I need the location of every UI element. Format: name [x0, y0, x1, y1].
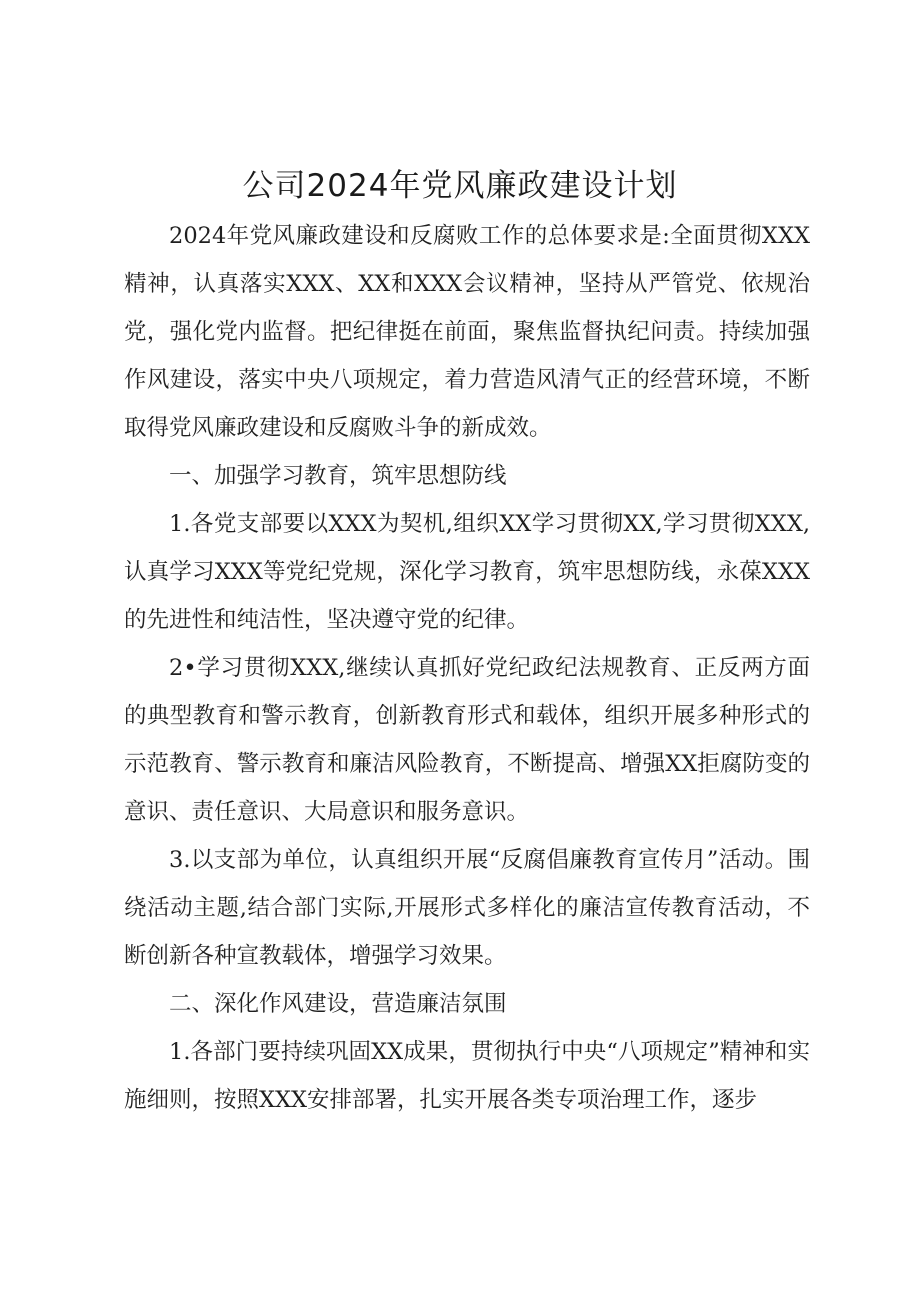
document-body: [124, 212, 810, 1124]
section-2-item-1: 1.各部门要持续巩固XX成果，贯彻执行中央“八项规定”精神和实施细则，按照XXX安排部署，扎实开展各类专项治理工作，逐步: [124, 1039, 810, 1113]
section-heading-1: 一、加强学习教育，筑牢思想防线: [169, 463, 507, 489]
section-1-item-2: 2•学习贯彻XXX,继续认真抓好党纪政纪法规教育、正反两方面的典型教育和警示教育，创新教育形式和载体，组织开展多种形式的示范教育、警示教育和廉洁风险教育，不断提高、增强XX拒腐防变的意识、责任意识、大局意识和服务意识。: [124, 655, 810, 825]
intro-paragraph: 2024年党风廉政建设和反腐败工作的总体要求是:全面贯彻XXX精神，认真落实XXX、XX和XXX会议精神，坚持从严管党、依规治党，强化党内监督。把纪律挺在前面，聚焦监督执纪问责。持续加强作风建设，落实中央八项规定，着力营造风清气正的经营环境，不断取得党风廉政建设和反腐败斗争的新成效。: [124, 223, 810, 441]
section-1-item-3: 3.以支部为单位，认真组织开展“反腐倡廉教育宣传月”活动。围绕活动主题,结合部门实际,开展形式多样化的廉洁宣传教育活动，不断创新各种宣教载体，增强学习效果。: [124, 847, 810, 969]
page-title: 公司2024年党风廉政建设计划: [242, 168, 678, 204]
section-1-item-1: 1.各党支部要以XXX为契机,组织XX学习贯彻XX,学习贯彻XXX,认真学习XXX等党纪党规，深化学习教育，筑牢思想防线，永葆XXX的先进性和纯洁性，坚决遵守党的纪律。: [124, 511, 810, 633]
section-heading-2: 二、深化作风建设，营造廉洁氛围: [169, 991, 507, 1017]
